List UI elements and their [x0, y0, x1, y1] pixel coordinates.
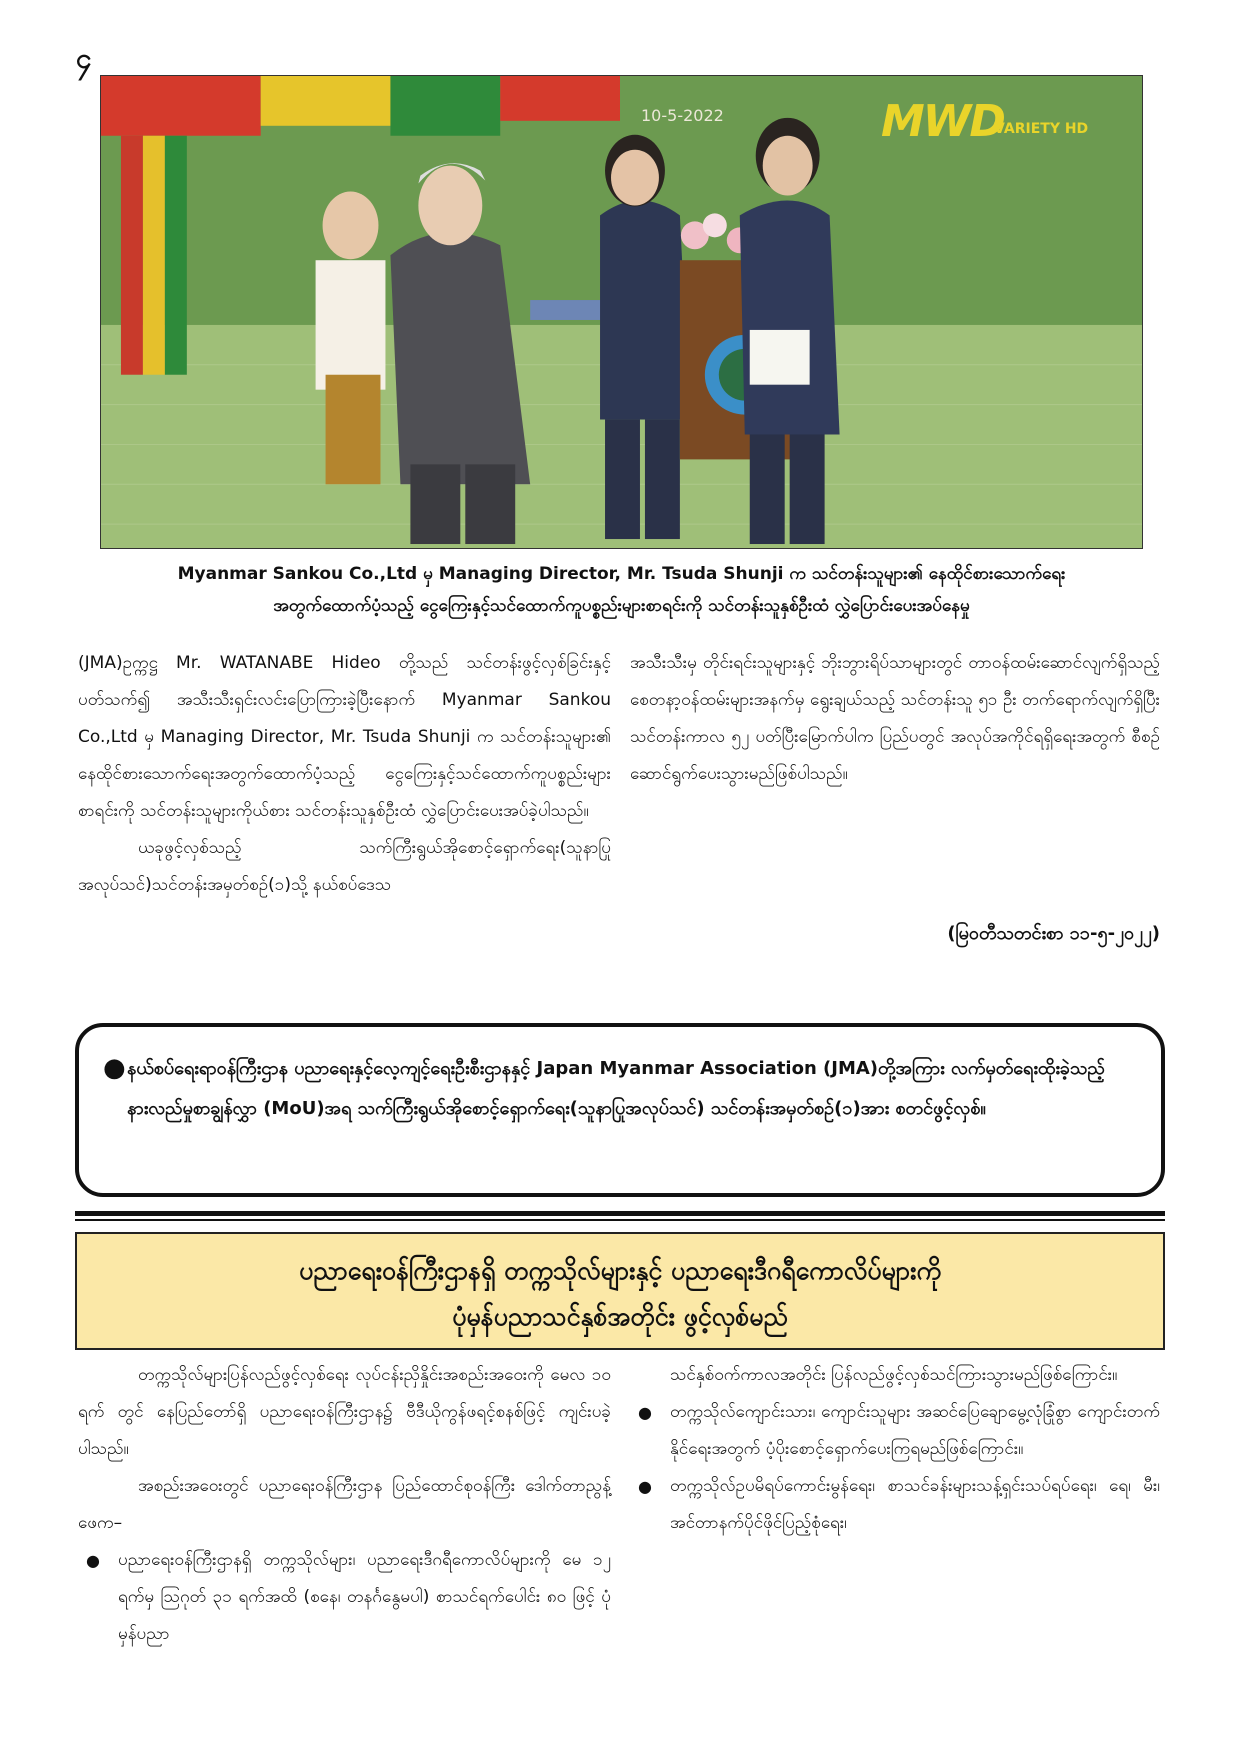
- article2-left-column: [78, 1357, 611, 1653]
- woman-background-icon: [323, 192, 379, 260]
- photo-date-overlay: 10-5-2022: [641, 106, 724, 125]
- article2-paragraph-1: တက္ကသိုလ်များပြန်လည်ဖွင့်လှစ်ရေး လုပ်ငန်းညှိနှိုင်းအစည်းအဝေးကို မေလ ၁၀ ရက် တွင် နေပြည်တော်ရှိ ပညာရေးဝန်ကြီးဌာန၌ ဗီဒီယိုကွန်ဖရင့်စနစ်ဖြင့် ကျင်းပခဲ့ပါသည်။: [78, 1365, 611, 1459]
- article2-right-bullets: [630, 1394, 1160, 1542]
- article2-title-line-1: ပညာရေးဝန်ကြီးဌာနရှိ တက္ကသိုလ်များနှင့် ပညာရေးဒီဂရီကောလိပ်များကို: [299, 1256, 941, 1285]
- list-item: ● ပညာရေးဝန်ကြီးဌာနရှိ တက္ကသိုလ်များ၊ ပညာရေးဒီဂရီကောလိပ်များကို မေ ၁၂ ရက်မှ ဩဂုတ် ၃၁ ရက်အထိ (စနေ၊ တနင်္ဂနွေမပါ) စာသင်ရက်ပေါင်း ၈၀ ဖြင့် ပုံမှန်ပညာ: [78, 1542, 611, 1653]
- photo-caption: [100, 558, 1143, 622]
- article2-paragraph-2: အစည်းအဝေးတွင် ပညာရေးဝန်ကြီးဌာန ပြည်ထောင်စုဝန်ကြီး ဒေါက်တာညွန့်ဖေက–: [78, 1476, 611, 1533]
- article1-paragraph-3: အသီးသီးမှ တိုင်းရင်းသူများနှင့် ဘိုးဘွားရိပ်သာများတွင် တာဝန်ထမ်းဆောင်လျက်ရှိသည့် စေတနာ့ဝန်ထမ်းများအနက်မှ ရွေးချယ်သည့် သင်တန်းသူ ၅၁ ဦး တက်ရောက်လျက်ရှိပြီး သင်တန်းကာလ ၅၂ ပတ်ပြီးမြောက်ပါက ပြည်ပတွင် အလုပ်အကိုင်ရရှိရေးအတွက် စီစဉ်ဆောင်ရွက်ပေးသွားမည်ဖြစ်ပါသည်။: [630, 653, 1160, 784]
- article1-paragraph-2: ယခုဖွင့်လှစ်သည့် သက်ကြီးရွယ်အိုစောင့်ရှောက်ရေး(သူနာပြုအလုပ်သင်)သင်တန်းအမှတ်စဉ်(၁)သို့ နယ်စပ်ဒေသ: [78, 838, 611, 895]
- section-divider-thick: [75, 1211, 1165, 1216]
- student-one-icon: [600, 200, 690, 419]
- channel-logo: MWD: [881, 96, 1004, 147]
- list-item: ● တက္ကသိုလ်ကျောင်းသား၊ ကျောင်းသူများ အဆင်ပြေချောမွေ့လုံခြုံစွာ ကျောင်းတက်နိုင်ရေးအတွက် ပံ့ပိုးစောင့်ရှောက်ပေးကြရမည်ဖြစ်ကြောင်း။: [630, 1394, 1160, 1468]
- article1-paragraph-1: (JMA)ဥက္ကဋ္ဌ Mr. WATANABE Hideo တို့သည် သင်တန်းဖွင့်လှစ်ခြင်းနှင့်ပတ်သက်၍ အသီးသီးရှင်းလင်းပြောကြားခဲ့ပြီးနောက် Myanmar Sankou Co.,Ltd မှ Managing Director, Mr. Tsuda Shunji က သင်တန်းသူများ၏ နေထိုင်စားသောက်ရေးအတွက်ထောက်ပံ့သည့် ငွေကြေးနှင့်သင်ထောက်ကူပစ္စည်းများစာရင်းကို သင်တန်းသူများကိုယ်စား သင်တန်းသူနှစ်ဦးထံ လွှဲပြောင်းပေးအပ်ခဲ့ပါသည်။: [78, 653, 611, 821]
- article1-left-column: [78, 645, 611, 904]
- article2-title-line-2: ပုံမှန်ပညာသင်နှစ်အတိုင်း ဖွင့်လှစ်မည်: [452, 1302, 788, 1331]
- caption-line-1: Myanmar Sankou Co.,Ltd မှ Managing Director, Mr. Tsuda Shunji က သင်တန်းသူများ၏ နေထိုင်စားသောက်ရေး: [177, 564, 1066, 584]
- article2-continuation: သင်နှစ်ဝက်ကာလအတိုင်း ပြန်လည်ဖွင့်လှစ်သင်ကြားသွားမည်ဖြစ်ကြောင်း။: [670, 1365, 1118, 1385]
- list-item: ● တက္ကသိုလ်ဥပမိရပ်ကောင်းမွန်ရေး၊ စာသင်ခန်းများသန့်ရှင်းသပ်ရပ်ရေး၊ ရေ၊ မီး၊ အင်တာနက်ပိုင်ဖိုင်ပြည့်စုံရေး၊: [630, 1468, 1160, 1542]
- article2-left-bullets: [78, 1542, 611, 1653]
- bullet-icon: ●: [103, 1053, 126, 1083]
- highlight-text: နယ်စပ်ရေးရာဝန်ကြီးဌာန ပညာရေးနှင့်လေ့ကျင့်ရေးဦးစီးဌာနနှင့် Japan Myanmar Association (JMA)တို့အကြား လက်မှတ်ရေးထိုးခဲ့သည့် နားလည်မှုစာချွန်လွှာ (MoU)အရ သက်ကြီးရွယ်အိုစောင့်ရှောက်ရေး(သူနာပြုအလုပ်သင်) သင်တန်းအမှတ်စဉ်(၁)အား စတင်ဖွင့်လှစ်။: [127, 1058, 1105, 1119]
- section-divider-thin: [75, 1219, 1165, 1221]
- article1-source: (မြဝတီသတင်းစာ ၁၁-၅-၂၀၂၂): [947, 923, 1160, 944]
- article2-right-column: [630, 1357, 1160, 1542]
- news-photo: [100, 75, 1143, 549]
- page-number: ၄: [76, 42, 92, 75]
- highlight-box: [75, 1023, 1165, 1197]
- article1-right-column: [630, 645, 1160, 793]
- article2-title-box: [75, 1232, 1165, 1350]
- caption-line-2: အတွက်ထောက်ပံ့သည့် ငွေကြေးနှင့်သင်ထောက်ကူပစ္စည်းများစာရင်းကို သင်တန်းသူနှစ်ဦးထံ လွှဲပြောင်းပေးအပ်နေမှု: [273, 596, 970, 616]
- student-two-icon: [740, 200, 840, 434]
- channel-logo-sub: VARIETY HD: [994, 121, 1089, 137]
